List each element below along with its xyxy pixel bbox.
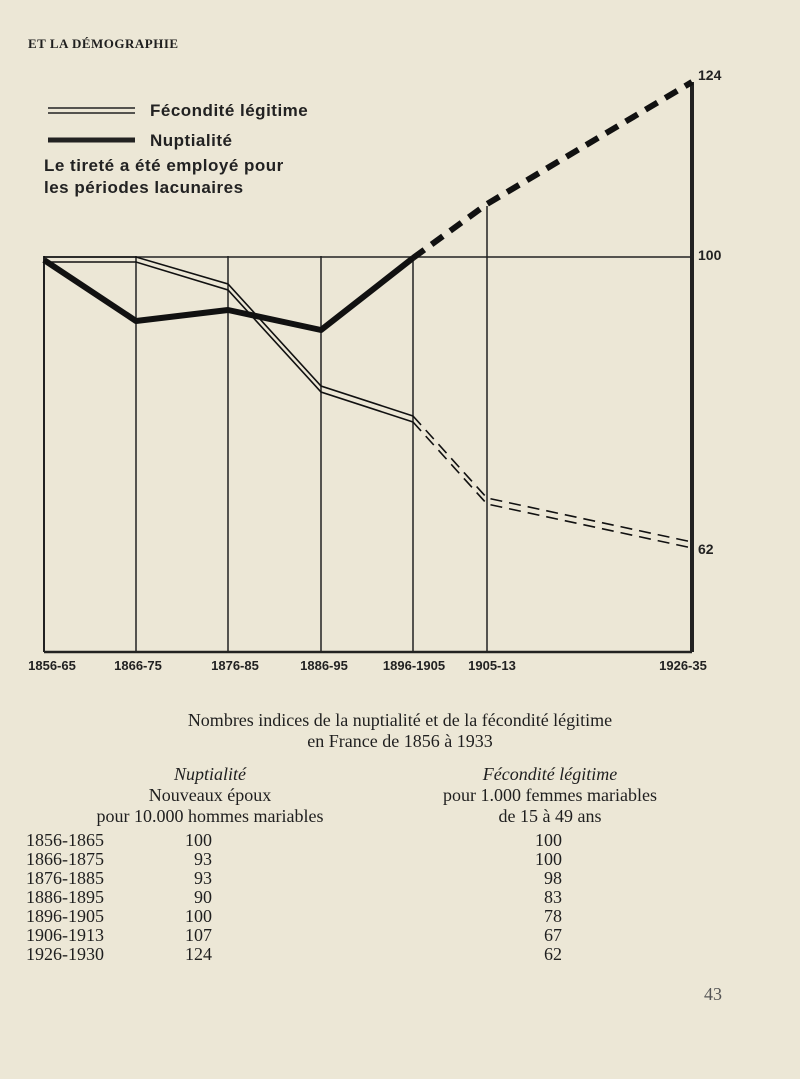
fecondite-title: Fécondité légitime — [482, 764, 618, 784]
row-fecondite: 78 — [544, 906, 562, 926]
row-period: 1926-1930 — [26, 944, 104, 964]
x-label-1905: 1905-13 — [468, 658, 516, 673]
table-row — [0, 944, 800, 963]
row-period: 1906-1913 — [26, 925, 104, 945]
row-fecondite: 62 — [544, 944, 562, 964]
fecondite-sub-1: pour 1.000 femmes mariables — [443, 785, 657, 805]
right-label-62: 62 — [698, 541, 714, 557]
fecondite-sub-2: de 15 à 49 ans — [498, 806, 602, 826]
caption-line-2: en France de 1856 à 1933 — [307, 731, 493, 751]
legend-note-2: les périodes lacunaires — [44, 178, 244, 197]
row-period: 1886-1895 — [26, 887, 104, 907]
x-axis-labels — [28, 658, 707, 673]
chart — [0, 60, 800, 680]
nuptialite-title: Nuptialité — [174, 764, 246, 784]
row-fecondite: 100 — [535, 849, 562, 869]
caption-line-1: Nombres indices de la nuptialité et de la fécondité légitime — [187, 710, 613, 730]
running-head: ET LA DÉMOGRAPHIE — [28, 36, 179, 51]
row-fecondite: 83 — [544, 887, 562, 907]
page-number: 43 — [704, 984, 722, 1004]
right-label-124: 124 — [698, 67, 722, 83]
table-row — [0, 925, 800, 944]
nuptialite-dashed-line — [413, 82, 692, 258]
row-fecondite: 100 — [535, 830, 562, 850]
nuptialite-sub-1: Nouveaux époux — [148, 785, 272, 805]
x-label-1856: 1856-65 — [28, 658, 76, 673]
table-row — [0, 849, 800, 868]
table-row — [0, 868, 800, 887]
row-nuptialite: 124 — [185, 944, 212, 964]
row-fecondite: 67 — [544, 925, 562, 945]
row-nuptialite: 93 — [194, 868, 212, 888]
table-row — [0, 906, 800, 925]
figure-caption — [0, 710, 800, 752]
legend-nuptialite: Nuptialité — [150, 131, 233, 150]
row-fecondite: 98 — [544, 868, 562, 888]
x-label-1886: 1886-95 — [300, 658, 348, 673]
row-nuptialite: 107 — [185, 925, 212, 945]
row-period: 1896-1905 — [26, 906, 104, 926]
table-row — [0, 830, 800, 849]
row-nuptialite: 93 — [194, 849, 212, 869]
legend — [44, 101, 308, 197]
table-row — [0, 887, 800, 906]
row-period: 1856-1865 — [26, 830, 104, 850]
x-label-1876: 1876-85 — [211, 658, 259, 673]
x-label-1926: 1926-35 — [659, 658, 707, 673]
legend-note-1: Le tireté a été employé pour — [44, 156, 284, 175]
fecondite-dashed-line — [413, 416, 692, 548]
fecondite-column-header — [420, 764, 680, 827]
row-nuptialite: 100 — [185, 906, 212, 926]
x-label-1896: 1896-1905 — [382, 658, 446, 673]
right-label-100: 100 — [698, 247, 722, 263]
nuptialite-sub-2: pour 10.000 hommes mariables — [96, 806, 324, 826]
nuptialite-column-header — [70, 764, 350, 827]
row-period: 1876-1885 — [26, 868, 104, 888]
row-period: 1866-1875 — [26, 849, 104, 869]
row-nuptialite: 100 — [185, 830, 212, 850]
x-label-1866: 1866-75 — [114, 658, 162, 673]
legend-fecondite: Fécondité légitime — [150, 101, 309, 120]
row-nuptialite: 90 — [194, 887, 212, 907]
